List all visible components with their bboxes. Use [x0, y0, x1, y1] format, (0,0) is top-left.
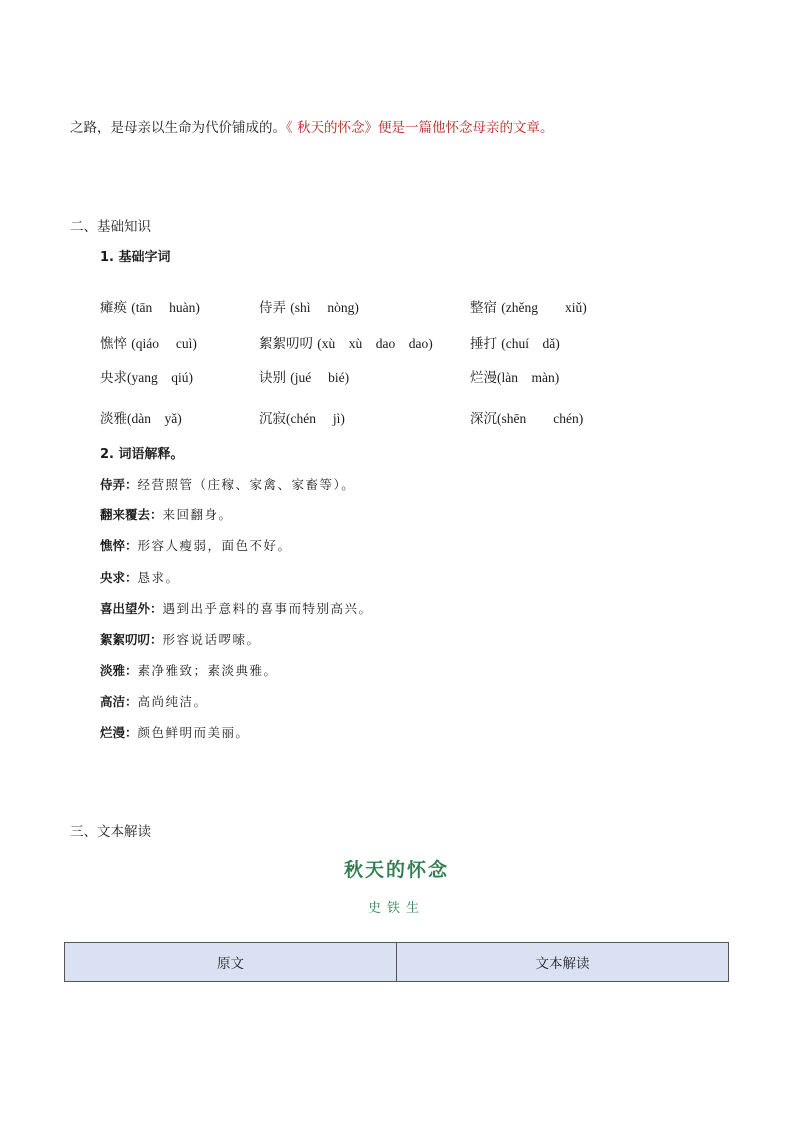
- definition-term: 烂漫：: [100, 725, 138, 740]
- vocab-word: 侍弄: [259, 300, 286, 316]
- vocab-pinyin: (shēn chén): [497, 411, 584, 426]
- definition-item: [100, 630, 261, 648]
- vocab-item: [100, 296, 200, 316]
- vocab-word: 憔悴: [100, 336, 127, 352]
- vocab-item: [100, 332, 197, 352]
- definition-text: 高尚纯洁。: [137, 694, 208, 709]
- vocab-pinyin: (shì nòng): [290, 300, 359, 315]
- vocab-word: 捶打: [470, 336, 497, 352]
- definition-item: [100, 599, 373, 617]
- definition-term: 淡雅：: [100, 663, 138, 678]
- vocab-word: 沉寂: [259, 411, 286, 427]
- definition-term: 憔悴：: [100, 538, 138, 553]
- vocab-pinyin: (xù xù dao dao): [317, 336, 433, 351]
- definition-term: 喜出望外：: [100, 601, 163, 616]
- definition-item: [100, 568, 180, 586]
- vocab-item: [100, 407, 182, 427]
- vocab-item: [259, 366, 349, 386]
- subheading-definitions: 2. 词语解释。: [100, 447, 184, 462]
- vocab-pinyin: (qiáo cuì): [131, 336, 197, 351]
- vocab-word: 整宿: [470, 300, 497, 316]
- vocab-pinyin: (làn màn): [497, 370, 560, 385]
- definition-term: 高洁：: [100, 694, 138, 709]
- vocab-item: [259, 332, 433, 352]
- definition-item: [100, 661, 278, 679]
- vocab-item: [259, 407, 345, 427]
- vocab-word: 深沉: [470, 411, 497, 427]
- definition-item: [100, 505, 233, 523]
- vocab-word: 絮絮叨叨: [259, 336, 313, 352]
- vocab-item: [470, 296, 587, 316]
- definition-text: 恳求。: [137, 570, 180, 585]
- vocab-item: [100, 366, 193, 386]
- article-title: 秋天的怀念: [343, 859, 449, 881]
- analysis-table: [64, 942, 729, 982]
- definition-item: [100, 723, 250, 741]
- vocab-pinyin: (yang qiú): [127, 370, 193, 385]
- definition-item: [100, 536, 292, 554]
- section-heading-basics: 二、基础知识: [70, 219, 151, 235]
- definition-term: 絮絮叨叨：: [100, 632, 163, 647]
- definition-term: 央求：: [100, 570, 138, 585]
- vocab-word: 瘫痪: [100, 300, 127, 316]
- intro-paragraph: [70, 116, 554, 136]
- definition-item: [100, 692, 208, 710]
- vocab-word: 央求: [100, 370, 127, 386]
- table-header-analysis: 文本解读: [397, 943, 729, 982]
- table-header-row: [65, 943, 729, 982]
- section-heading-text-analysis: 三、文本解读: [70, 824, 151, 840]
- vocab-pinyin: (tān huàn): [131, 300, 200, 315]
- vocab-word: 烂漫: [470, 370, 497, 386]
- vocab-item: [259, 296, 359, 316]
- definition-text: 形容人瘦弱，面色不好。: [137, 538, 292, 553]
- definition-text: 素净雅致；素淡典雅。: [137, 663, 278, 678]
- definition-text: 颜色鲜明而美丽。: [137, 725, 250, 740]
- definition-item: [100, 475, 355, 493]
- table-header-original: 原文: [65, 943, 397, 982]
- vocab-pinyin: (chuí dǎ): [501, 336, 560, 351]
- vocab-item: [470, 332, 560, 352]
- definition-text: 来回翻身。: [162, 507, 233, 522]
- vocab-item: [470, 407, 583, 427]
- definition-text: 形容说话啰嗦。: [162, 632, 261, 647]
- vocab-pinyin: (chén jì): [286, 411, 345, 426]
- vocab-word: 淡雅: [100, 411, 127, 427]
- article-author: 史铁生: [367, 901, 425, 916]
- definition-text: 遇到出乎意料的喜事而特别高兴。: [162, 601, 373, 616]
- definition-term: 侍弄：: [100, 477, 138, 492]
- intro-text: 之路，是母亲以生命为代价铺成的。: [70, 120, 286, 136]
- vocab-pinyin: (dàn yǎ): [127, 411, 182, 426]
- vocab-pinyin: (zhěng xiǔ): [501, 300, 587, 315]
- vocab-item: [470, 366, 559, 386]
- vocab-pinyin: (jué bié): [290, 370, 350, 385]
- definition-term: 翻来覆去：: [100, 507, 163, 522]
- subheading-vocab: 1. 基础字词: [100, 250, 171, 265]
- vocab-word: 诀别: [259, 370, 286, 386]
- definition-text: 经营照管（庄稼、家禽、家畜等）。: [137, 477, 356, 492]
- intro-highlight: 《 秋天的怀念》便是一篇他怀念母亲的文章。: [286, 120, 554, 136]
